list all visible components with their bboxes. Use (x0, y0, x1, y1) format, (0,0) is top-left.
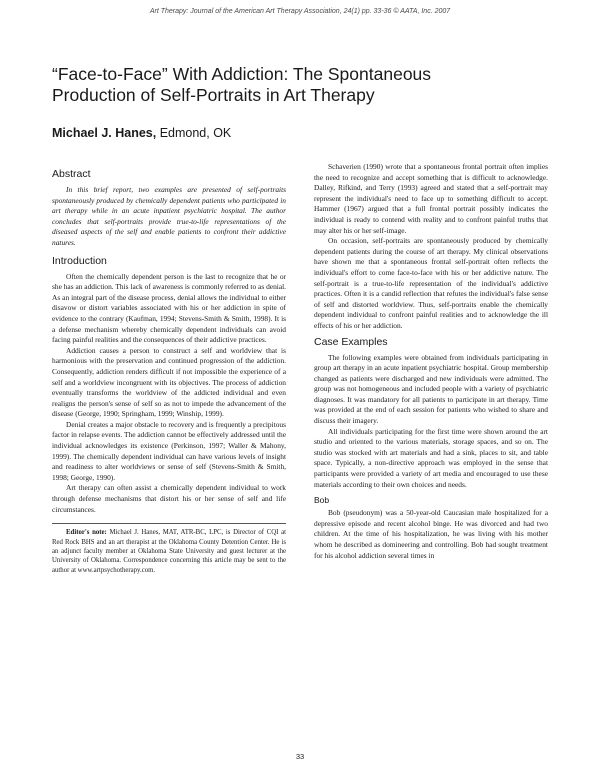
right-paragraph-1: Schaverien (1990) wrote that a spontaneous frontal portrait often implies the need to recognize and accept something that is difficult to acknowledge. Dalley, Rifkind, and Terry (1993) agreed and stated that a self-portrait may represent the individual's need to face up to something difficult to accept. Hammer (1967) argued that a full frontal portrait possibly indicates the individual is ready to contend with reality and to confront painful truths that may alter his or her self-image. (314, 162, 548, 235)
page-number: 33 (295, 752, 305, 761)
left-column (52, 164, 286, 575)
abstract-text: In this brief report, two examples are presented of self-portraits spontaneously produced by chemically dependent patients who participated in art therapy while in an acute inpatient psychiatric hospital. The author concludes that self-portraits provide true-to-life representations of the diseased aspects of the self and enable patients to confront their addictive natures. (52, 185, 286, 247)
editors-note-label: Editor's note: (66, 529, 107, 537)
right-paragraph-2: On occasion, self-portraits are spontaneously produced by chemically dependent patients during the course of art therapy. My clinical observations have shown me that a spontaneous frontal self-portrait often reflects the individual's effort to come face-to-face with his or her addictive nature. The self-portrait is a true-to-life representation of the individual's addictive practices. Often it is a candid reflection that refutes the individual's false sense of self and distorted worldview. Thus, self-portraits enable the chemically dependent individual to confront painful realities and to acknowledge the ill effects of his or her addiction. (314, 236, 548, 330)
title-line-2: Production of Self-Portraits in Art Therapy (52, 85, 375, 105)
author-location: Edmond, OK (156, 126, 232, 140)
intro-paragraph-3: Denial creates a major obstacle to recovery and is frequently a precipitous factor in relapse events. The addiction cannot be effectively addressed until the individual acknowledges its existence (Perkinson, 1997; Waller & Mahony, 1999). The chemically dependent individual can have various levels of insight and readiness to alter worldviews or sense of self (Stevens-Smith & Smith, 1998; George, 1990). (52, 419, 286, 482)
intro-paragraph-2: Addiction causes a person to construct a self and worldview that is harmonious with the preservation and continued progression of the addiction. Consequently, addiction renders difficult if not impossible the experience of a self and a worldview incongruent with its objectives. The process of addiction eventually transforms the worldview of the addicted individual and even realigns the person's sense of self so as not to impede the advancement of the disease (George, 1990; Springham, 1999; Winship, 1999). (52, 345, 286, 419)
introduction-heading: Introduction (52, 254, 107, 267)
intro-paragraph-4: Art therapy can often assist a chemically dependent individual to work through defense mechanisms that distort his or her sense of self and life circumstances. (52, 483, 286, 514)
case-paragraph-1: The following examples were obtained from individuals participating in group art therapy in an acute inpatient psychiatric hospital. Group membership changed as patients were discharged and new individuals were admitted. The group was not homogeneous and included people with a variety of psychiatric diagnoses. It was mandatory for all patients to participate in art therapy. Time was provided at the end of each session for patients who wished to share and discuss their imagery. (314, 352, 548, 426)
right-column (314, 162, 548, 561)
editors-note (52, 528, 286, 575)
title-line-1: “Face-to-Face” With Addiction: The Spontaneous (52, 64, 432, 84)
abstract-heading: Abstract (52, 168, 91, 180)
bob-paragraph-1: Bob (pseudonym) was a 50-year-old Caucasian male hospitalized for a depressive episode and recent alcohol binge. He was divorced and had two children. At the time of his hospitalization, he was living with his mother whom he described as domineering and controlling. Bob had sought treatment for his alcohol addiction several times in (314, 508, 548, 560)
author-byline (52, 128, 231, 139)
article-title (52, 64, 552, 106)
footnote-divider (52, 523, 286, 524)
case-examples-heading: Case Examples (314, 335, 388, 348)
bob-heading: Bob (314, 495, 330, 506)
intro-paragraph-1: Often the chemically dependent person is the last to recognize that he or she has an addiction. This lack of awareness is commonly referred to as denial. As an integral part of the disease process, denial allows the individual to either disavow or distort variables associated with his or her addiction in spite of evidence to the contrary (Kaufman, 1994; Stevens-Smith & Smith, 1998). It is a defense mechanism whereby chemically dependent individuals can avoid facing painful realities and the consequences of their addictive practices. (52, 271, 286, 345)
case-paragraph-2: All individuals participating for the first time were shown around the art studio and oriented to the various materials, storage spaces, and so on. The studio was stocked with art materials and had a sink, places to sit, and table space. Typically, a non-directive approach was employed in the sense that participants were provided a variety of art media and encouraged to use these materials according to their own choices and needs. (314, 426, 548, 489)
running-head: Art Therapy: Journal of the American Art Therapy Association, 24(1) pp. 33-36 © AATA, Inc. 2007 (149, 8, 451, 15)
author-name: Michael J. Hanes, (52, 126, 157, 140)
editors-note-text: Michael J. Hanes, MAT, ATR-BC, LPC, is Director of CQI at Red Rock BHS and an art therapist at the Oklahoma County Detention Center. He is an adjunct faculty member at Oklahoma State University and guest lecturer at the University of Oklahoma. Correspondence concerning this article may be sent to the author at www.artpsychotherapy.com. (52, 529, 286, 574)
